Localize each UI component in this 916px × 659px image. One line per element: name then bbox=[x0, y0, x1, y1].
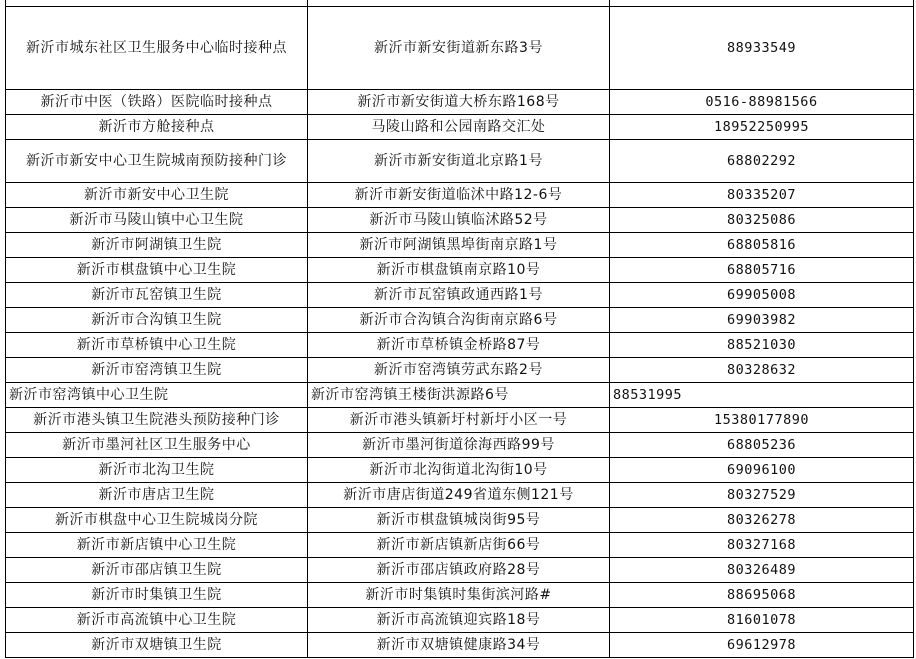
table-row bbox=[6, 383, 914, 408]
site-name-cell[interactable]: 新沂市墨河社区卫生服务中心 bbox=[6, 433, 308, 458]
table-row bbox=[6, 558, 914, 583]
address-cell[interactable]: 新沂市双塘镇健康路34号 bbox=[308, 633, 610, 658]
address-cell[interactable]: 新沂市墨河街道徐海西路99号 bbox=[308, 433, 610, 458]
table-row bbox=[6, 533, 914, 558]
address-cell[interactable]: 新沂市港头镇新圩村新圩小区一号 bbox=[308, 408, 610, 433]
site-name-cell[interactable]: 新沂市新安中心卫生院 bbox=[6, 183, 308, 208]
table-row bbox=[6, 208, 914, 233]
table-row bbox=[6, 633, 914, 658]
phone-cell[interactable]: 80326278 bbox=[610, 508, 914, 533]
table-row bbox=[6, 183, 914, 208]
site-name-cell[interactable]: 新沂市时集镇卫生院 bbox=[6, 583, 308, 608]
phone-cell[interactable]: 18952250995 bbox=[610, 115, 914, 140]
phone-cell[interactable]: 80335207 bbox=[610, 183, 914, 208]
phone-cell[interactable]: 80327168 bbox=[610, 533, 914, 558]
site-name-cell[interactable]: 新沂市窑湾镇卫生院 bbox=[6, 358, 308, 383]
address-cell[interactable]: 新沂市瓦窑镇政通西路1号 bbox=[308, 283, 610, 308]
address-cell[interactable]: 新沂市棋盘镇城岗街95号 bbox=[308, 508, 610, 533]
address-cell[interactable]: 新沂市唐店街道249省道东侧121号 bbox=[308, 483, 610, 508]
site-name-cell[interactable]: 新沂市棋盘镇中心卫生院 bbox=[6, 258, 308, 283]
address-cell[interactable]: 新沂市新安街道临沭中路12-6号 bbox=[308, 183, 610, 208]
address-cell[interactable]: 新沂市新安街道北京路1号 bbox=[308, 140, 610, 183]
table-row bbox=[6, 358, 914, 383]
phone-cell[interactable]: 68805236 bbox=[610, 433, 914, 458]
phone-cell[interactable]: 80325086 bbox=[610, 208, 914, 233]
address-cell[interactable]: 新沂市窑湾镇劳武东路2号 bbox=[308, 358, 610, 383]
address-cell[interactable]: 马陵山路和公园南路交汇处 bbox=[308, 115, 610, 140]
site-name-cell[interactable]: 新沂市城东社区卫生服务中心临时接种点 bbox=[6, 7, 308, 90]
phone-cell[interactable]: 80327529 bbox=[610, 483, 914, 508]
site-name-cell[interactable]: 新沂市窑湾镇中心卫生院 bbox=[6, 383, 308, 408]
phone-cell[interactable]: 88695068 bbox=[610, 583, 914, 608]
site-name-cell[interactable]: 新沂市新安中心卫生院城南预防接种门诊 bbox=[6, 140, 308, 183]
phone-cell[interactable]: 69903982 bbox=[610, 308, 914, 333]
address-cell[interactable]: 新沂市棋盘镇南京路10号 bbox=[308, 258, 610, 283]
table-row bbox=[6, 140, 914, 183]
site-name-cell[interactable]: 新沂市中医（铁路）医院临时接种点 bbox=[6, 90, 308, 115]
table-row bbox=[6, 583, 914, 608]
phone-cell[interactable]: 69905008 bbox=[610, 283, 914, 308]
phone-cell[interactable]: 15380177890 bbox=[610, 408, 914, 433]
site-name-cell[interactable]: 新沂市方舱接种点 bbox=[6, 115, 308, 140]
phone-cell[interactable]: 69096100 bbox=[610, 458, 914, 483]
phone-cell[interactable]: 69612978 bbox=[610, 633, 914, 658]
table-row bbox=[6, 233, 914, 258]
site-name-cell[interactable]: 新沂市合沟镇卫生院 bbox=[6, 308, 308, 333]
site-name-cell[interactable]: 新沂市瓦窑镇卫生院 bbox=[6, 283, 308, 308]
address-cell[interactable]: 新沂市时集镇时集街滨河路# bbox=[308, 583, 610, 608]
table-row bbox=[6, 508, 914, 533]
address-cell[interactable]: 新沂市新安街道新东路3号 bbox=[308, 7, 610, 90]
table-row bbox=[6, 90, 914, 115]
phone-cell[interactable]: 88531995 bbox=[610, 383, 914, 408]
address-cell[interactable]: 新沂市北沟街道北沟街10号 bbox=[308, 458, 610, 483]
address-cell[interactable]: 新沂市新店镇新店街66号 bbox=[308, 533, 610, 558]
table-row bbox=[6, 115, 914, 140]
address-cell[interactable]: 新沂市合沟镇合沟街南京路6号 bbox=[308, 308, 610, 333]
table-row bbox=[6, 408, 914, 433]
phone-cell[interactable]: 88521030 bbox=[610, 333, 914, 358]
address-cell[interactable]: 新沂市马陵山镇临沭路52号 bbox=[308, 208, 610, 233]
site-name-cell[interactable]: 新沂市北沟卫生院 bbox=[6, 458, 308, 483]
address-cell[interactable]: 新沂市阿湖镇黑埠街南京路1号 bbox=[308, 233, 610, 258]
table-row bbox=[6, 483, 914, 508]
address-cell[interactable]: 新沂市高流镇迎宾路18号 bbox=[308, 608, 610, 633]
vaccination-site-table bbox=[5, 0, 914, 658]
address-cell[interactable]: 新沂市草桥镇金桥路87号 bbox=[308, 333, 610, 358]
phone-cell[interactable]: 68805716 bbox=[610, 258, 914, 283]
table-row bbox=[6, 608, 914, 633]
site-name-cell[interactable]: 新沂市邵店镇卫生院 bbox=[6, 558, 308, 583]
address-cell[interactable]: 新沂市窑湾镇王楼街洪源路6号 bbox=[308, 383, 610, 408]
table-row bbox=[6, 308, 914, 333]
table-row bbox=[6, 7, 914, 90]
site-name-cell[interactable]: 新沂市阿湖镇卫生院 bbox=[6, 233, 308, 258]
phone-cell[interactable]: 68802292 bbox=[610, 140, 914, 183]
table-row bbox=[6, 258, 914, 283]
table-row bbox=[6, 283, 914, 308]
site-name-cell[interactable]: 新沂市马陵山镇中心卫生院 bbox=[6, 208, 308, 233]
phone-cell[interactable]: 0516-88981566 bbox=[610, 90, 914, 115]
table-row bbox=[6, 433, 914, 458]
phone-cell[interactable]: 81601078 bbox=[610, 608, 914, 633]
address-cell[interactable]: 新沂市邵店镇政府路28号 bbox=[308, 558, 610, 583]
site-name-cell[interactable]: 新沂市双塘镇卫生院 bbox=[6, 633, 308, 658]
site-name-cell[interactable]: 新沂市唐店卫生院 bbox=[6, 483, 308, 508]
site-name-cell[interactable]: 新沂市草桥镇中心卫生院 bbox=[6, 333, 308, 358]
site-name-cell[interactable]: 新沂市高流镇中心卫生院 bbox=[6, 608, 308, 633]
phone-cell[interactable]: 80328632 bbox=[610, 358, 914, 383]
phone-cell[interactable]: 68805816 bbox=[610, 233, 914, 258]
site-name-cell[interactable]: 新沂市港头镇卫生院港头预防接种门诊 bbox=[6, 408, 308, 433]
site-name-cell[interactable]: 新沂市棋盘中心卫生院城岗分院 bbox=[6, 508, 308, 533]
table-row bbox=[6, 458, 914, 483]
table-row bbox=[6, 333, 914, 358]
phone-cell[interactable]: 88933549 bbox=[610, 7, 914, 90]
site-name-cell[interactable]: 新沂市新店镇中心卫生院 bbox=[6, 533, 308, 558]
address-cell[interactable]: 新沂市新安街道大桥东路168号 bbox=[308, 90, 610, 115]
phone-cell[interactable]: 80326489 bbox=[610, 558, 914, 583]
